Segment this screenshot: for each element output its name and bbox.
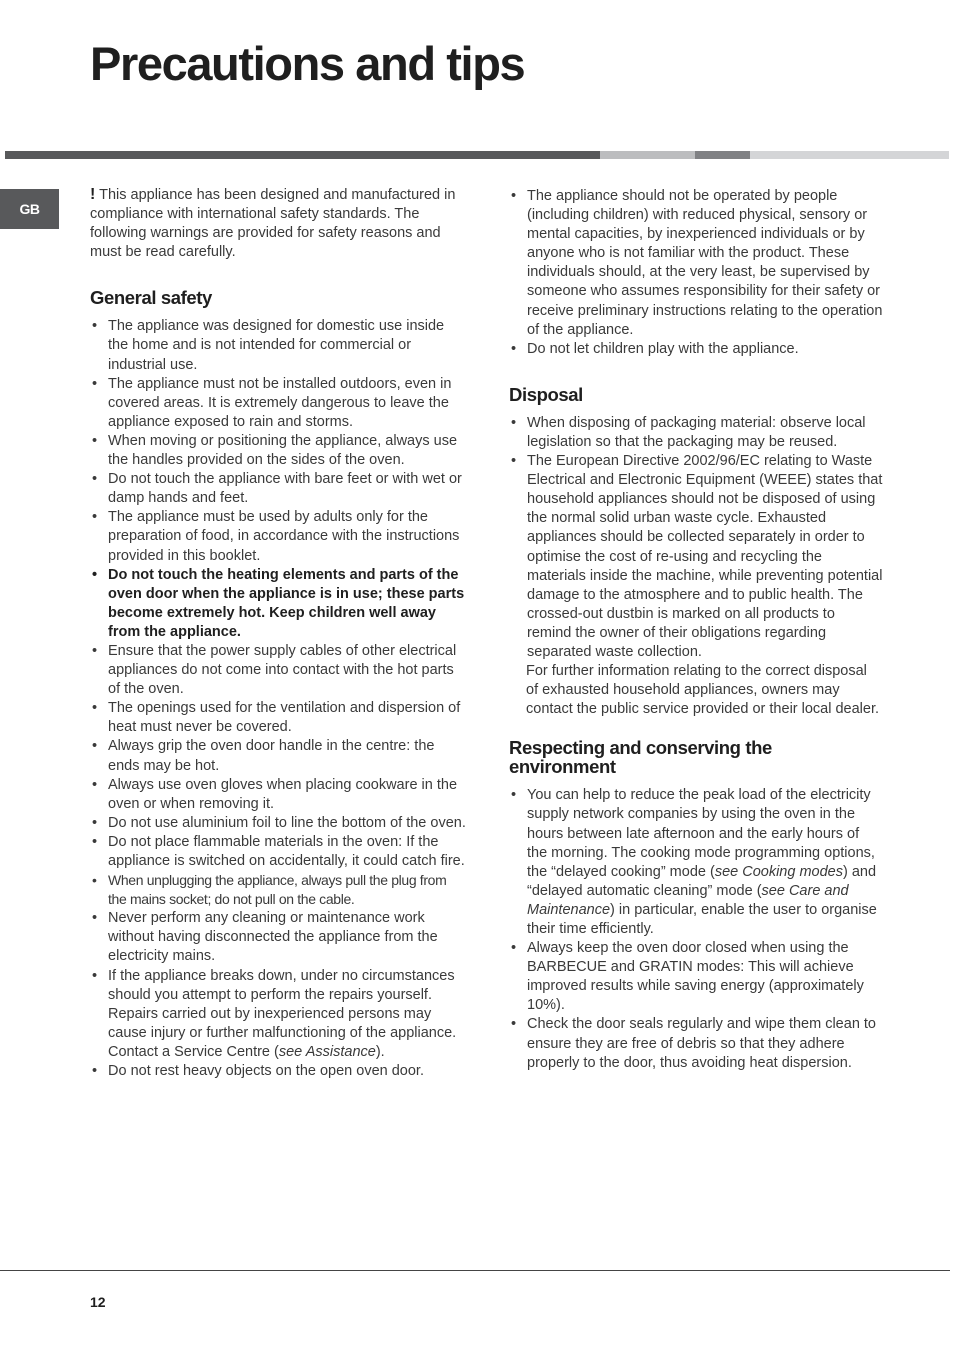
- list-item-text: If the appliance breaks down, under no circumstances should you attempt to perform the repairs yourself. Repairs carried out by inexperienced persons may cause injury or further malfunctioning of the appliance. Contact a Service Centre (: [108, 967, 457, 1060]
- cross-reference: see Assistance: [278, 1043, 376, 1060]
- intro-paragraph: [90, 185, 466, 262]
- list-item: • Ensure that the power supply cables of other electrical appliances do not come into contact with the hot parts of the oven.: [90, 642, 466, 699]
- disposal-heading: Disposal: [509, 383, 583, 405]
- general-safety-heading: General safety: [90, 287, 212, 309]
- right-column: [509, 187, 883, 1073]
- list-item: • The openings used for the ventilation and dispersion of heat must never be covered.: [90, 699, 466, 737]
- cross-reference: see Care and Maintenance: [527, 882, 849, 918]
- list-item: [509, 786, 883, 939]
- list-item-text: ).: [375, 1043, 385, 1060]
- list-item: • The appliance should not be operated by people (including children) with reduced physical, sensory or mental capacities, by inexperienced individuals or by anyone who is not familiar with the product. These individuals should, at the very least, be supervised by someone who assumes responsibility for their safety or receive preliminary instructions relating to the operation of the appliance.: [509, 187, 883, 340]
- list-item: • Check the door seals regularly and wipe them clean to ensure they are free of debris so that they adhere properly to the door, thus avoiding heat dispersion.: [509, 1015, 883, 1072]
- header-bar-segment: [600, 151, 695, 159]
- list-item: [90, 967, 466, 1062]
- list-item: • Always keep the oven door closed when using the BARBECUE and GRATIN modes: This will achieve improved results while saving energy (approximately 10%).: [509, 939, 883, 1015]
- list-item: • Do not place flammable materials in the oven: If the appliance is switched on accidentally, it could catch fire.: [90, 833, 466, 871]
- list-item: • The appliance was designed for domestic use inside the home and is not intended for commercial or industrial use.: [90, 317, 466, 374]
- list-item: • Do not touch the appliance with bare feet or with wet or damp hands and feet.: [90, 470, 466, 508]
- list-item: • The European Directive 2002/96/EC relating to Waste Electrical and Electronic Equipment (WEEE) states that household appliances should not be disposed of using the normal solid urban waste cycle. Exhausted appliances should be collected separately in order to optimise the cost of re-using and recycling the materials inside the machine, while preventing potential damage to the atmosphere and to public health. The crossed-out dustbin is marked on all products to remind the owner of their obligations regarding separated waste collection.: [509, 452, 883, 662]
- header-bar-segment: [5, 151, 600, 159]
- list-item-warning: • Do not touch the heating elements and parts of the oven door when the appliance is in use; these parts become extremely hot. Keep children well away from the appliance.: [90, 566, 466, 642]
- header-bar-segment: [750, 151, 949, 159]
- list-item-text: ) in particular, enable the user to organise their time efficiently.: [527, 901, 877, 937]
- page-title: Precautions and tips: [90, 37, 525, 90]
- cross-reference: see Cooking modes: [714, 863, 843, 880]
- list-item: • Always grip the oven door handle in the centre: the ends may be hot.: [90, 737, 466, 775]
- general-safety-list: [90, 317, 466, 1081]
- warning-mark: !: [90, 186, 96, 203]
- list-item-text: You can help to reduce the peak load of the electricity supply network companies by using the oven in the hours between late afternoon and the early hours of the morning. The cooking mode programming options, the “delayed cooking” mode (: [527, 787, 875, 880]
- left-column: [90, 185, 466, 1081]
- header-bar-segment: [695, 151, 750, 159]
- list-item: • Do not rest heavy objects on the open oven door.: [90, 1062, 466, 1081]
- list-item: • The appliance must not be installed outdoors, even in covered areas. It is extremely dangerous to leave the appliance exposed to rain and storms.: [90, 375, 466, 432]
- language-tab: GB: [0, 189, 59, 229]
- disposal-further-info: For further information relating to the correct disposal of exhausted household appliances, owners may contact the public service provided or their local dealer.: [526, 663, 880, 718]
- page-number: 12: [90, 1294, 106, 1310]
- list-item-text: ) and “delayed automatic cleaning” mode (: [527, 863, 877, 899]
- list-item: • When unplugging the appliance, always pull the plug from the mains socket; do not pull on the cable.: [90, 871, 466, 909]
- supervision-list: [509, 187, 883, 359]
- environment-heading: Respecting and conserving the environment: [509, 737, 772, 778]
- environment-list: [509, 786, 883, 1072]
- list-item: • Do not use aluminium foil to line the bottom of the oven.: [90, 814, 466, 833]
- list-item: • Never perform any cleaning or maintenance work without having disconnected the appliance from the electricity mains.: [90, 909, 466, 966]
- list-item: • Do not let children play with the appliance.: [509, 340, 883, 359]
- footer-divider: [0, 1270, 950, 1271]
- list-item: • When disposing of packaging material: observe local legislation so that the packaging may be reused.: [509, 414, 883, 452]
- disposal-list: [509, 414, 883, 662]
- list-item: • Always use oven gloves when placing cookware in the oven or when removing it.: [90, 776, 466, 814]
- list-item: • When moving or positioning the appliance, always use the handles provided on the sides of the oven.: [90, 432, 466, 470]
- intro-text: This appliance has been designed and manufactured in compliance with international safety standards. The following warnings are provided for safety reasons and must be read carefully.: [90, 187, 456, 261]
- list-item: • The appliance must be used by adults only for the preparation of food, in accordance with the instructions provided in this booklet.: [90, 508, 466, 565]
